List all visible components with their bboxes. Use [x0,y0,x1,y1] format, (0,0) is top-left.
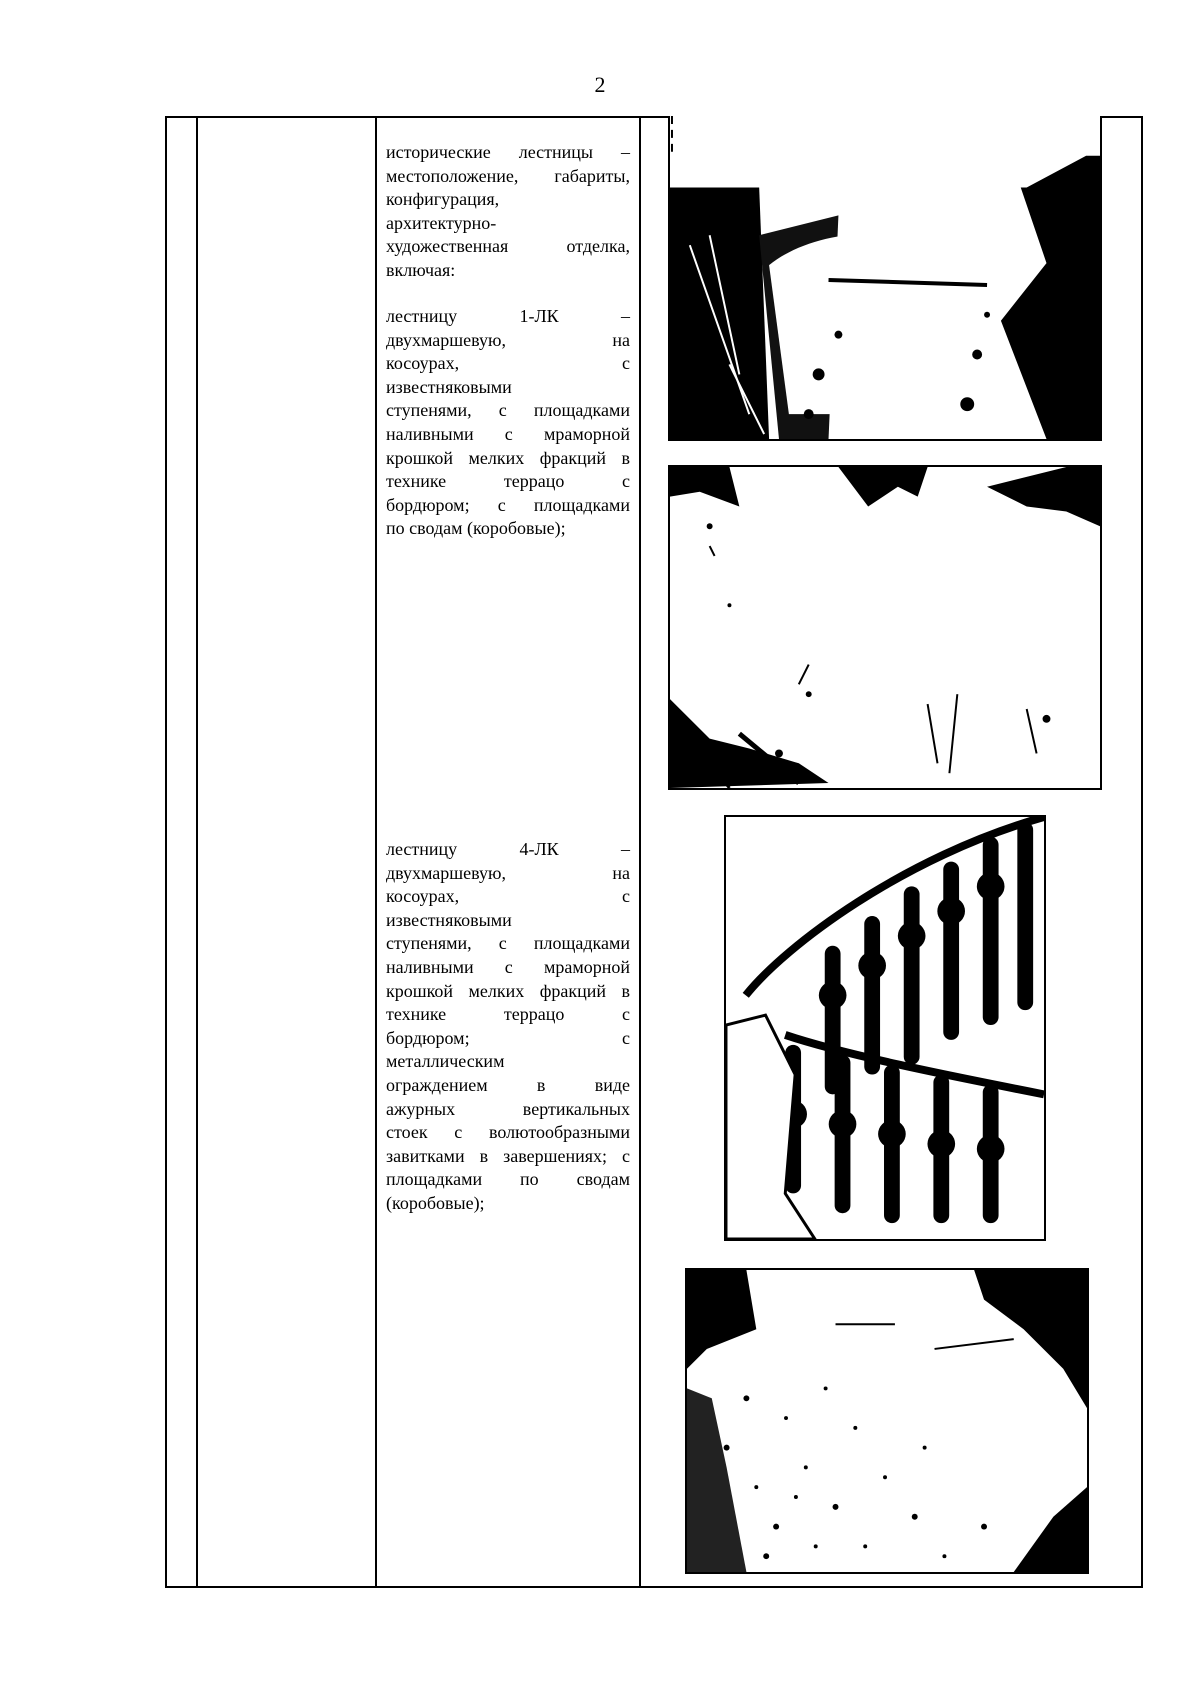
stair-photo-image [726,817,1044,1239]
text-line: конфигурация, [386,189,500,210]
stair-photo-image [687,1270,1087,1572]
text-line: местоположение, габариты, [386,165,630,186]
text-line: крошкой мелких фракций в [386,447,630,468]
stair-4-description [386,838,630,1216]
table-column-divider-2 [375,116,377,1588]
text-line: ажурных вертикальных [386,1098,630,1119]
stair-photo-image [670,116,1100,439]
text-line: включая: [386,259,456,280]
text-line: известняковыми [386,909,512,930]
text-line: художественная отделка, [386,236,630,257]
text-line: известняковыми [386,376,512,397]
text-line: архитектурно- [386,212,497,233]
text-line: бордюром; с площадками [386,494,630,515]
table-column-divider-1 [196,116,198,1588]
text-line: (коробовые); [386,1192,485,1213]
text-line: технике террацо с [386,471,630,492]
text-line: ограждением в виде [386,1074,630,1095]
text-line: двухмаршевую, на [386,862,630,883]
text-line: стоек с волютообразными [386,1122,630,1143]
text-line: по сводам (коробовые); [386,518,566,539]
text-line: площадками по сводам [386,1169,630,1190]
text-line: косоурах, с [386,886,630,907]
text-line: крошкой мелких фракций в [386,980,630,1001]
intro-text [386,141,630,283]
text-line: металлическим [386,1051,505,1072]
text-line: двухмаршевую, на [386,329,630,350]
text-line: наливными с мраморной [386,423,630,444]
stair-1-description [386,305,630,541]
text-line: технике террацо с [386,1004,630,1025]
stair-1lk-top-view-photo [668,116,1102,441]
text-line: бордюром; с [386,1027,630,1048]
text-line: лестницу 1-ЛК – [386,306,630,326]
stair-4lk-terrazzo-landing-photo [685,1268,1089,1574]
text-line: лестницу 4-ЛК – [386,839,630,859]
stair-4lk-railing-photo [724,815,1046,1241]
text-line: завитками в завершениях; с [386,1145,630,1166]
text-line: наливными с мраморной [386,956,630,977]
stair-1lk-landing-photo [668,465,1102,790]
text-line: ступенями, с площадками [386,400,630,421]
stair-photo-image [670,467,1100,788]
text-line: косоурах, с [386,353,630,374]
text-line: ступенями, с площадками [386,933,630,954]
page-number: 2 [594,72,606,97]
text-line: исторические лестницы – [386,142,630,162]
table-column-divider-3 [639,116,641,1588]
